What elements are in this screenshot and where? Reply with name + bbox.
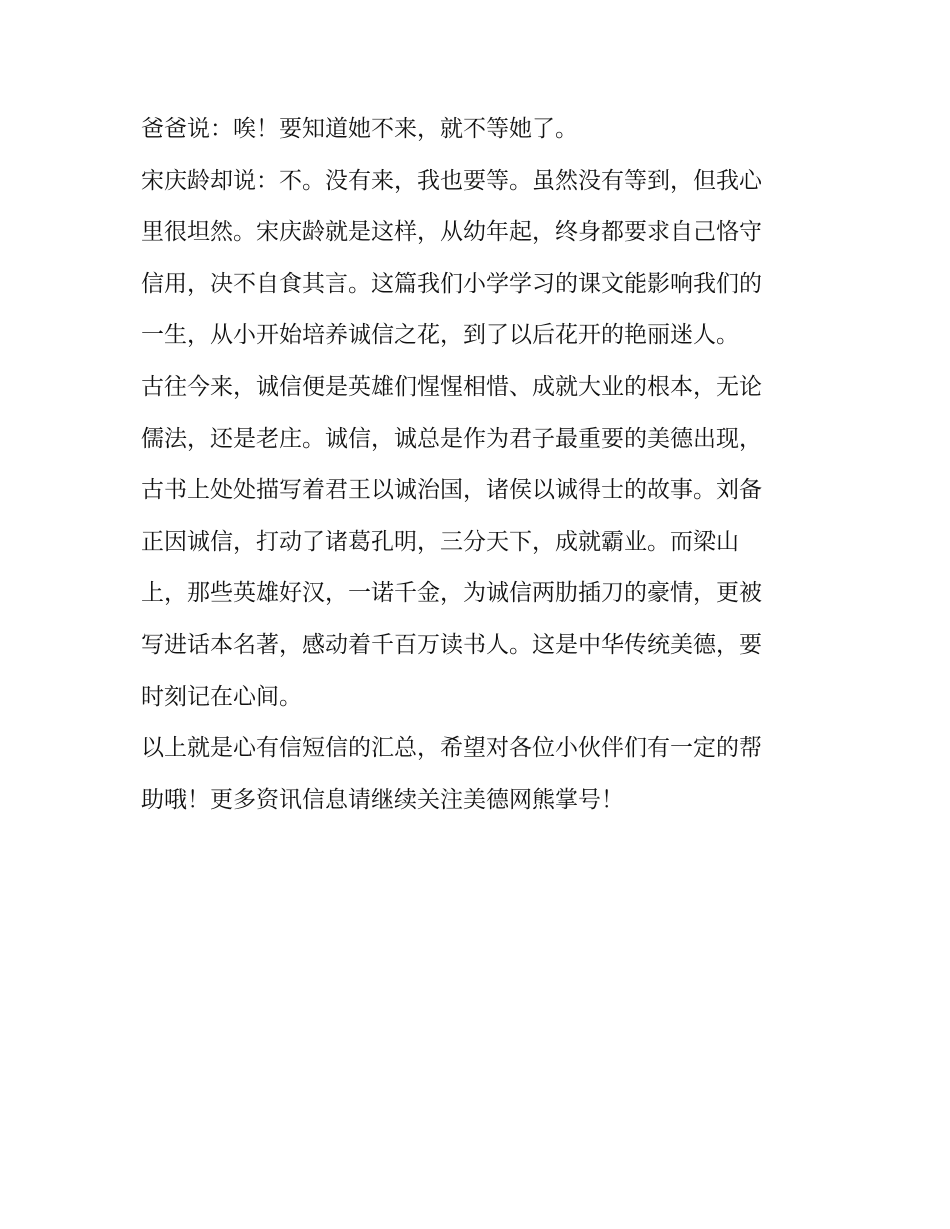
text-line: 上，那些英雄好汉，一诺千金，为诚信两肋插刀的豪情，更被 — [141, 580, 762, 607]
text-line: 儒法，还是老庄。诚信，诚总是作为君子最重要的美德出现， — [141, 425, 762, 452]
text-line: 以上就是心有信短信的汇总，希望对各位小伙伴们有一定的帮 — [141, 735, 762, 762]
text-line: 助哦！更多资讯信息请继续关注美德网熊掌号！ — [141, 786, 624, 813]
text-line: 信用，决不自食其言。这篇我们小学学习的课文能影响我们的 — [141, 270, 762, 297]
text-line: 一生，从小开始培养诚信之花，到了以后花开的艳丽迷人。 — [141, 322, 739, 349]
text-line: 古往今来，诚信便是英雄们惺惺相惜、成就大业的根本，无论 — [141, 373, 762, 400]
text-line: 正因诚信，打动了诸葛孔明，三分天下，成就霸业。而梁山 — [141, 528, 739, 555]
body-text — [141, 104, 831, 826]
text-line: 宋庆龄却说：不。没有来，我也要等。虽然没有等到，但我心 — [141, 167, 762, 194]
text-line: 里很坦然。宋庆龄就是这样，从幼年起，终身都要求自己恪守 — [141, 219, 762, 246]
text-line: 写进话本名著，感动着千百万读书人。这是中华传统美德，要 — [141, 631, 762, 658]
text-line: 时刻记在心间。 — [141, 683, 302, 710]
text-line: 爸爸说：唉！要知道她不来，就不等她了。 — [141, 116, 578, 142]
text-line: 古书上处处描写着君王以诚治国，诸侯以诚得士的故事。刘备 — [141, 477, 762, 504]
